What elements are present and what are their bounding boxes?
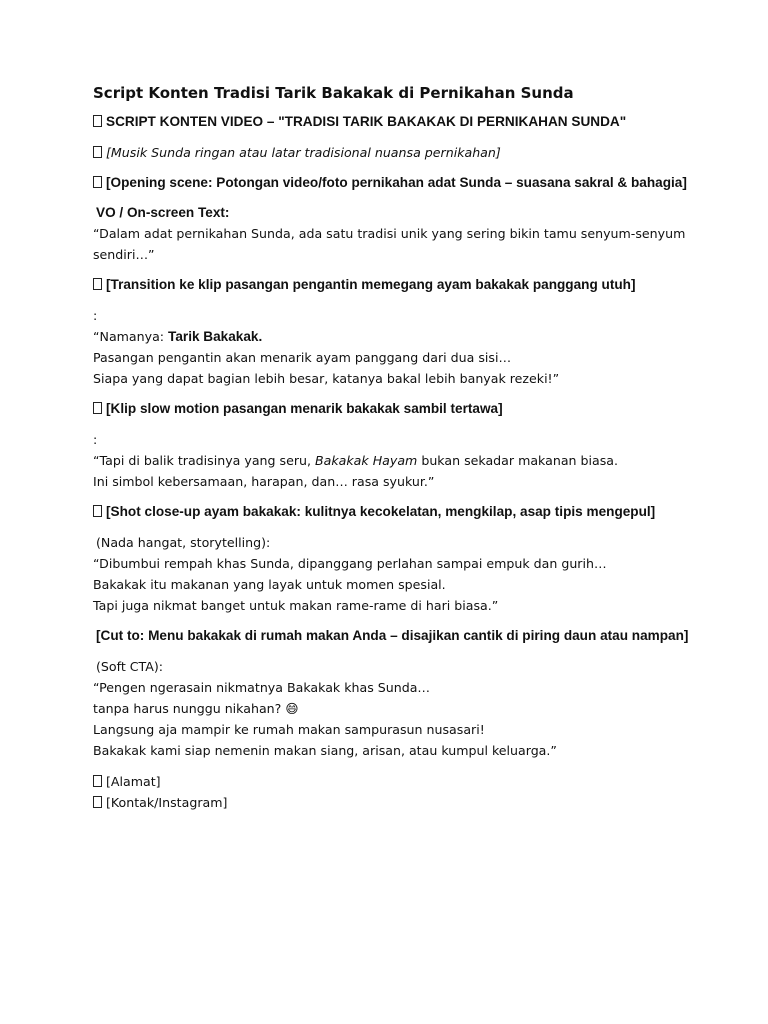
scene3-heading-text: [Klip slow motion pasangan menarik bakakak sambil tertawa] xyxy=(106,401,503,416)
scene2-line3: Siapa yang dapat bagian lebih besar, katanya bakal lebih banyak rezeki!” xyxy=(93,371,560,386)
missing-glyph-icon xyxy=(93,176,102,188)
scene2-body xyxy=(93,305,693,389)
tarik-bakakak-bold: Tarik Bakakak. xyxy=(168,329,263,344)
contact-text: [Kontak/Instagram] xyxy=(106,795,228,810)
scene3-body xyxy=(93,429,693,492)
missing-glyph-icon xyxy=(93,796,102,808)
address-line xyxy=(93,771,693,792)
scene5-body xyxy=(93,656,693,761)
bakakak-hayam-italic: Bakakak Hayam xyxy=(315,453,418,468)
scene3-heading xyxy=(93,399,693,419)
missing-glyph-icon xyxy=(93,775,102,787)
music-note-text: [Musik Sunda ringan atau latar tradisional nuansa pernikahan] xyxy=(106,145,501,160)
scene2-colon: : xyxy=(93,308,98,323)
address-text: [Alamat] xyxy=(106,774,161,789)
scene2-heading-text: [Transition ke klip pasangan pengantin memegang ayam bakakak panggang utuh] xyxy=(106,277,636,292)
scene3-line1-prefix: “Tapi di balik tradisinya yang seru, xyxy=(93,453,316,468)
scene4-line2: Bakakak itu makanan yang layak untuk momen spesial. xyxy=(93,577,446,592)
scene5-line2: tanpa harus nunggu nikahan? 😄 xyxy=(93,701,299,716)
scene4-heading-text: [Shot close-up ayam bakakak: kulitnya kecokelatan, mengkilap, asap tipis mengepul] xyxy=(106,504,656,519)
vo-label: VO / On-screen Text: xyxy=(96,205,230,220)
missing-glyph-icon xyxy=(93,278,102,290)
missing-glyph-icon xyxy=(93,505,102,517)
scene1-heading-text: [Opening scene: Potongan video/foto pernikahan adat Sunda – suasana sakral & bahagia] xyxy=(106,175,687,190)
scene5-line1: “Pengen ngerasain nikmatnya Bakakak khas Sunda… xyxy=(93,680,431,695)
scene2-line1 xyxy=(93,326,693,347)
scene3-line1-suffix: bukan sekadar makanan biasa. xyxy=(417,453,619,468)
scene3-line1 xyxy=(93,450,693,471)
scene2-heading xyxy=(93,275,693,295)
scene1-heading xyxy=(93,173,693,193)
scene4-line3: Tapi juga nikmat banget untuk makan rame-rame di hari biasa.” xyxy=(93,598,499,613)
missing-glyph-icon xyxy=(93,402,102,414)
script-header-text: SCRIPT KONTEN VIDEO – "TRADISI TARIK BAKAKAK DI PERNIKAHAN SUNDA" xyxy=(106,114,627,129)
contact-line xyxy=(93,792,693,813)
scene4-line1: “Dibumbui rempah khas Sunda, dipanggang perlahan sampai empuk dan gurih… xyxy=(93,556,607,571)
scene5-line4: Bakakak kami siap nemenin makan siang, arisan, atau kumpul keluarga.” xyxy=(93,743,557,758)
scene4-heading xyxy=(93,502,693,522)
scene2-line2: Pasangan pengantin akan menarik ayam panggang dari dua sisi… xyxy=(93,350,512,365)
scene5-line3: Langsung aja mampir ke rumah makan sampurasun nusasari! xyxy=(93,722,485,737)
scene2-line1-prefix: “Namanya: xyxy=(93,329,169,344)
missing-glyph-icon xyxy=(93,146,102,158)
missing-glyph-icon xyxy=(93,115,102,127)
footer xyxy=(93,771,693,813)
scene4-tone: (Nada hangat, storytelling): xyxy=(96,535,271,550)
vo-text: “Dalam adat pernikahan Sunda, ada satu tradisi unik yang sering bikin tamu senyum-senyum sendiri…” xyxy=(93,226,686,262)
scene1-vo xyxy=(93,203,693,265)
script-header xyxy=(93,112,693,132)
scene3-colon: : xyxy=(93,432,98,447)
music-note xyxy=(93,142,693,163)
scene4-body xyxy=(93,532,693,616)
scene5-heading: [Cut to: Menu bakakak di rumah makan Anda – disajikan cantik di piring daun atau nampan] xyxy=(96,628,689,643)
document-page xyxy=(93,84,693,813)
scene5-cta: (Soft CTA): xyxy=(96,659,164,674)
scene3-line2: Ini simbol kebersamaan, harapan, dan… rasa syukur.” xyxy=(93,474,435,489)
document-title: Script Konten Tradisi Tarik Bakakak di Pernikahan Sunda xyxy=(93,84,574,102)
